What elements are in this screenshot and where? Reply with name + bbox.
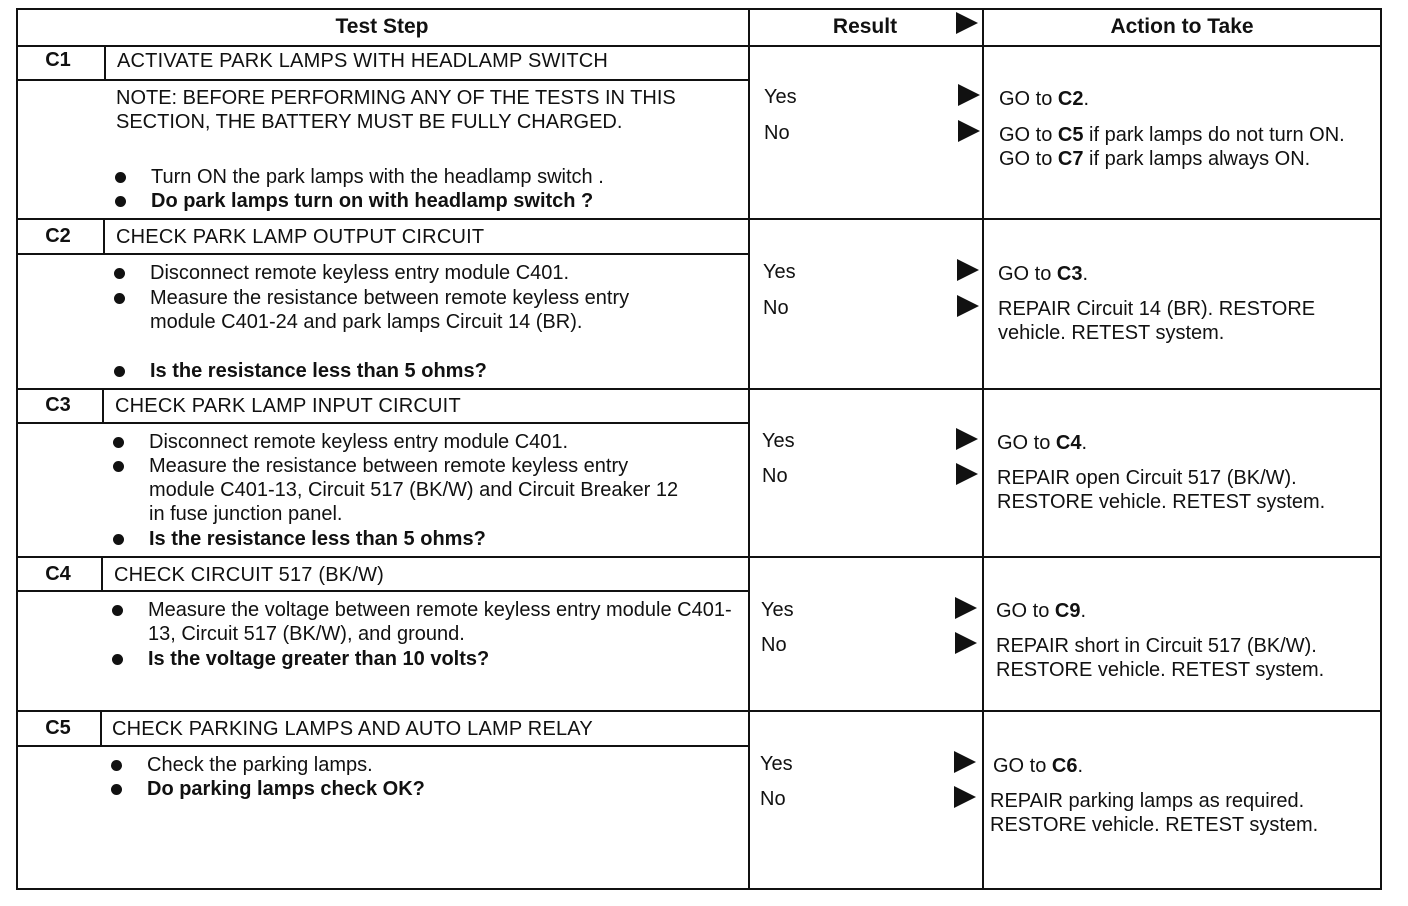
row-divider [16, 710, 1382, 712]
table-border-bottom [16, 888, 1382, 890]
step-id-divider [100, 710, 102, 746]
list-item: Disconnect remote keyless entry module C401. [113, 430, 733, 454]
list-item: Disconnect remote keyless entry module C401. [114, 261, 734, 285]
result-yes: Yes [760, 753, 793, 775]
result-yes: Yes [761, 599, 794, 621]
arrow-right-icon [957, 259, 979, 281]
list-item: Measure the voltage between remote keyless entry module C401-13, Circuit 517 (BK/W), and ground. [112, 598, 732, 646]
action-no: REPAIR Circuit 14 (BR). RESTORE vehicle. RETEST system. [998, 298, 1316, 344]
bullet-icon [111, 784, 122, 795]
header-result: Result [832, 15, 898, 38]
step-id-divider [103, 218, 105, 254]
result-no: No [764, 122, 790, 144]
result-no: No [760, 788, 786, 810]
arrow-right-icon [954, 751, 976, 773]
result-yes: Yes [763, 261, 796, 283]
action-yes: GO to C4. [997, 432, 1088, 454]
step-id: C5 [45, 717, 71, 739]
bullet-icon [115, 196, 126, 207]
step-title-divider [16, 745, 750, 747]
table-border-right [1380, 8, 1382, 890]
action-no: REPAIR open Circuit 517 (BK/W). RESTORE vehicle. RETEST system. [997, 467, 1326, 513]
action-yes: GO to C2. [999, 88, 1090, 110]
result-yes: Yes [762, 430, 795, 452]
result-no: No [763, 297, 789, 319]
row-divider [16, 388, 1382, 390]
list-item: Measure the resistance between remote keyless entry module C401-24 and park lamps Circuit 14 (BR). [114, 286, 694, 334]
step-title-divider [16, 79, 750, 81]
col-divider-result [748, 8, 750, 890]
arrow-right-icon [958, 84, 980, 106]
result-no: No [762, 465, 788, 487]
action-no: REPAIR short in Circuit 517 (BK/W). RESTORE vehicle. RETEST system. [996, 635, 1325, 681]
arrow-right-icon [957, 295, 979, 317]
step-id-divider [104, 45, 106, 80]
action-no: REPAIR parking lamps as required. RESTORE vehicle. RETEST system. [990, 790, 1319, 836]
step-title-divider [16, 422, 750, 424]
bullet-icon [113, 534, 124, 545]
list-item: Check the parking lamps. [111, 753, 731, 777]
table-border-left [16, 8, 18, 890]
arrow-right-icon [954, 786, 976, 808]
bullet-icon [113, 437, 124, 448]
header-action: Action to Take [1110, 15, 1254, 38]
row-divider [16, 556, 1382, 558]
col-divider-action [982, 8, 984, 890]
step-title: CHECK CIRCUIT 517 (BK/W) [114, 564, 385, 586]
step-id-divider [102, 388, 104, 423]
arrow-right-icon [955, 597, 977, 619]
row-divider [16, 218, 1382, 220]
action-no: GO to C5 if park lamps do not turn ON. GO to C7 if park lamps always ON. [999, 124, 1345, 170]
arrow-right-icon [958, 120, 980, 142]
action-yes: GO to C9. [996, 600, 1087, 622]
arrow-right-icon [956, 463, 978, 485]
diagnostic-table [16, 8, 1382, 890]
bullet-icon [112, 654, 123, 665]
step-id: C4 [45, 563, 71, 585]
result-yes: Yes [764, 86, 797, 108]
step-title-divider [16, 590, 750, 592]
arrow-right-icon [956, 428, 978, 450]
list-item-question: Do parking lamps check OK? [111, 777, 731, 801]
step-id: C1 [45, 49, 71, 71]
bullet-icon [113, 461, 124, 472]
arrow-right-icon [955, 632, 977, 654]
bullet-icon [114, 293, 125, 304]
step-id: C2 [45, 225, 71, 247]
list-item: Measure the resistance between remote keyless entry module C401-13, Circuit 517 (BK/W) and Circuit Breaker 12 in fuse junction panel. [113, 454, 693, 526]
bullet-icon [114, 268, 125, 279]
step-id: C3 [45, 394, 71, 416]
step-title: ACTIVATE PARK LAMPS WITH HEADLAMP SWITCH [117, 50, 609, 72]
action-yes: GO to C6. [993, 755, 1084, 777]
step-id-divider [101, 556, 103, 591]
header-divider [16, 45, 1382, 47]
action-yes: GO to C3. [998, 263, 1089, 285]
step-title-divider [16, 253, 750, 255]
list-item-question: Do park lamps turn on with headlamp switch ? [115, 189, 735, 213]
bullet-icon [114, 366, 125, 377]
bullet-icon [115, 172, 126, 183]
header-arrow-icon [956, 12, 978, 34]
list-item: Turn ON the park lamps with the headlamp switch . [115, 165, 735, 189]
bullet-icon [111, 760, 122, 771]
list-item-question: Is the resistance less than 5 ohms? [114, 359, 734, 383]
header-test-step: Test Step [335, 15, 429, 38]
step-title: CHECK PARKING LAMPS AND AUTO LAMP RELAY [112, 718, 593, 740]
result-no: No [761, 634, 787, 656]
list-item-question: Is the resistance less than 5 ohms? [113, 527, 733, 551]
step-title: CHECK PARK LAMP OUTPUT CIRCUIT [116, 226, 485, 248]
list-item-question: Is the voltage greater than 10 volts? [112, 647, 732, 671]
step-title: CHECK PARK LAMP INPUT CIRCUIT [115, 395, 461, 417]
bullet-icon [112, 605, 123, 616]
step-note: NOTE: BEFORE PERFORMING ANY OF THE TESTS IN THIS SECTION, THE BATTERY MUST BE FULLY CHARGED. [116, 87, 676, 133]
